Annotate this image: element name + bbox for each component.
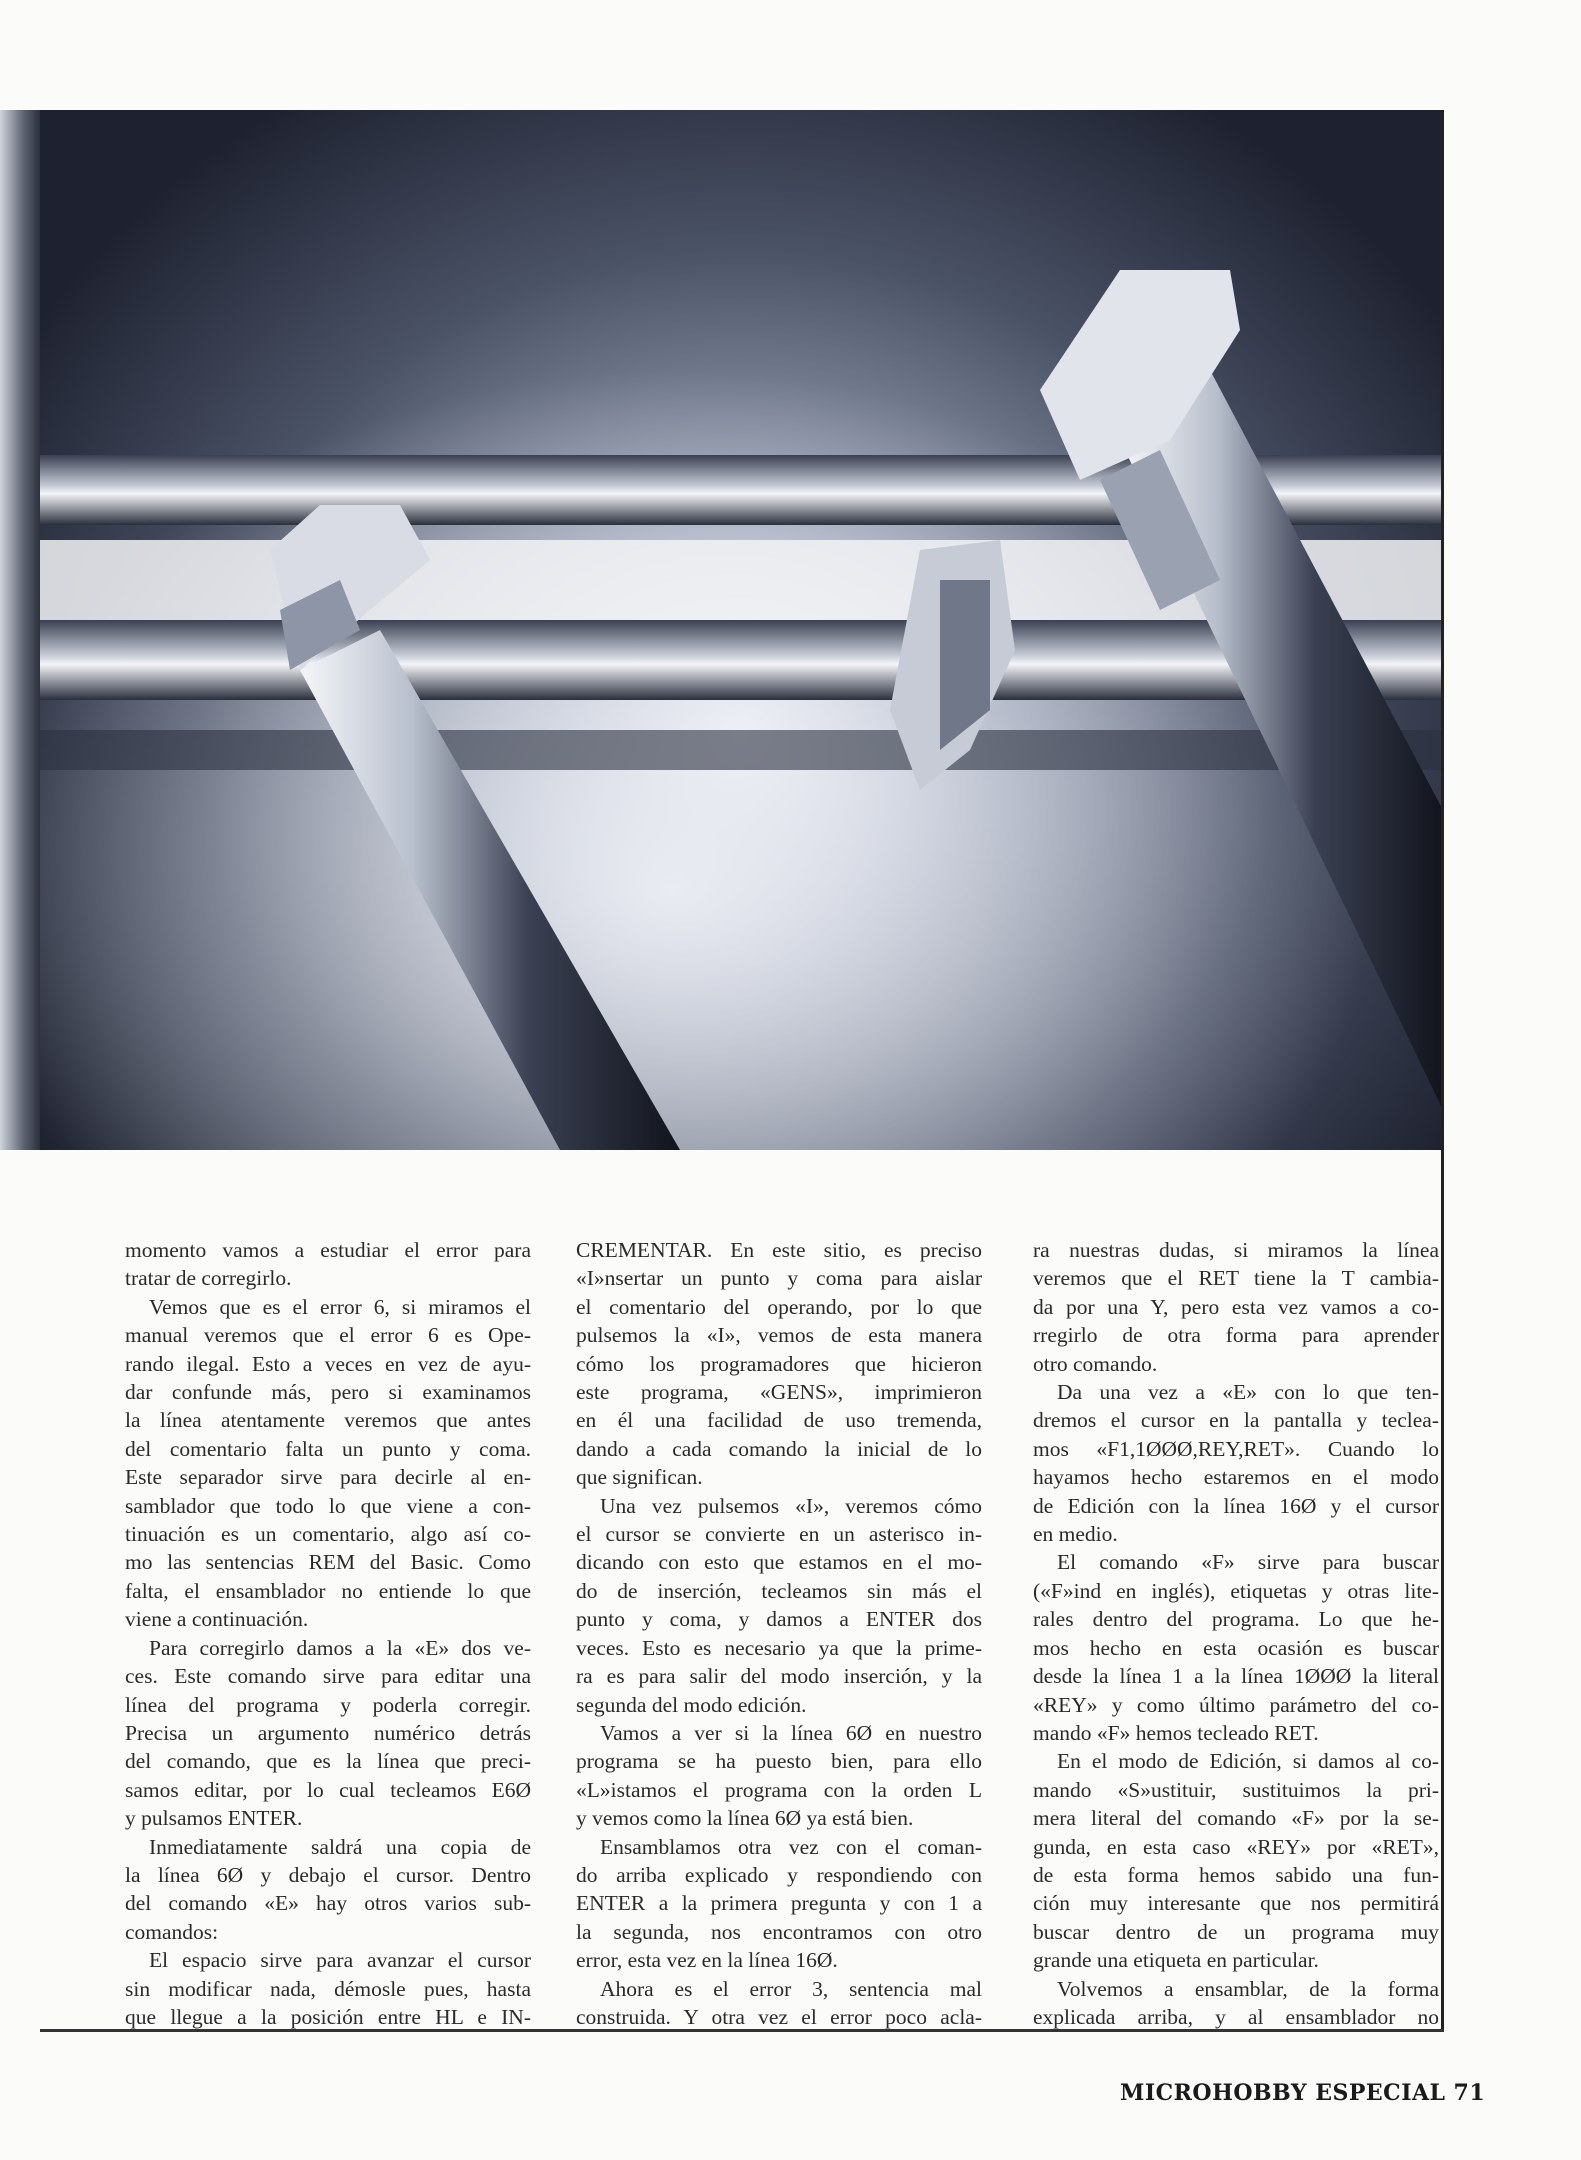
publication-name: MICROHOBBY ESPECIAL: [1120, 2080, 1446, 2106]
text-line: mos hecho en esta ocasión es buscar: [1033, 1635, 1439, 1660]
text-line: Precisa un argumento numérico detrás: [125, 1720, 531, 1745]
text-line: Ensamblamos otra vez con el coman-: [600, 1834, 982, 1859]
paragraph: [125, 1946, 531, 2031]
text-line: da por una Y, pero esta vez vamos a co-: [1033, 1294, 1439, 1319]
paragraph: [576, 1236, 982, 1492]
paragraph: [576, 1975, 982, 2032]
text-line: dicando con esto que estamos en el mo-: [576, 1550, 982, 1575]
text-column-1: [125, 1236, 531, 2031]
text-line: el comentario del operando, por lo que: [576, 1294, 982, 1319]
text-line: ción muy interesante que nos permitirá: [1033, 1891, 1439, 1916]
text-line: gunda, en esta caso «REY» por «RET»,: [1033, 1834, 1439, 1859]
paragraph: [1033, 1747, 1439, 1974]
text-line: ces. Este comando sirve para editar una: [125, 1664, 531, 1689]
page-frame-right: [1441, 110, 1444, 2032]
adjacent-page-edge: [0, 110, 40, 1150]
text-line: Una vez pulsemos «I», veremos cómo: [600, 1493, 982, 1518]
text-line: de esta forma hemos sabido una fun-: [1033, 1862, 1439, 1887]
text-line: El espacio sirve para avanzar el cursor: [149, 1948, 531, 1973]
text-column-3: [1033, 1236, 1439, 2031]
text-line: samblador que todo lo que viene a con-: [125, 1493, 531, 1518]
text-line: («F»ind en inglés), etiquetas y otras lite-: [1033, 1578, 1439, 1603]
paragraph: [1033, 1548, 1439, 1747]
text-line: Da una vez a «E» con lo que ten-: [1057, 1380, 1439, 1405]
text-line: «REY» y como último parámetro del co-: [1033, 1692, 1439, 1717]
text-line: otro comando.: [1033, 1351, 1158, 1376]
text-line: do arriba explicado y respondiendo con: [576, 1862, 982, 1887]
text-line: programa se ha puesto bien, para ello: [576, 1749, 982, 1774]
text-line: de Edición con la línea 16Ø y el cursor: [1033, 1493, 1439, 1518]
text-line: este programa, «GENS», imprimieron: [576, 1380, 982, 1405]
paragraph: [576, 1833, 982, 1975]
text-line: ENTER a la primera pregunta y con 1 a: [576, 1891, 982, 1916]
text-line: grande una etiqueta en particular.: [1033, 1948, 1319, 1973]
text-line: comandos:: [125, 1919, 219, 1944]
text-line: cómo los programadores que hicieron: [576, 1351, 982, 1376]
text-line: viene a continuación.: [125, 1607, 309, 1632]
text-line: pulsemos la «I», vemos de esta manera: [576, 1323, 982, 1348]
text-line: construida. Y otra vez el error poco acla-: [576, 2004, 982, 2029]
text-line: y vemos como la línea 6Ø ya está bien.: [576, 1806, 914, 1831]
text-line: Inmediatamente saldrá una copia de: [149, 1834, 531, 1859]
paragraph: [125, 1833, 531, 1947]
text-line: la segunda, nos encontramos con otro: [576, 1919, 982, 1944]
text-line: do de inserción, tecleamos sin más el: [576, 1578, 982, 1603]
page-footer: [1120, 2080, 1485, 2106]
text-line: samos editar, por lo cual tecleamos E6Ø: [125, 1777, 531, 1802]
text-line: segunda del modo edición.: [576, 1692, 807, 1717]
text-line: tratar de corregirlo.: [125, 1266, 292, 1291]
text-line: momento vamos a estudiar el error para: [125, 1238, 531, 1262]
article-illustration: [40, 110, 1443, 1150]
text-line: del comando «E» hay otros varios sub-: [125, 1891, 531, 1916]
paragraph: [576, 1492, 982, 1719]
text-line: dando a cada comando la inicial de lo: [576, 1436, 982, 1461]
text-line: Este separador sirve para decirle al en-: [125, 1465, 531, 1490]
paragraph: [576, 1719, 982, 1833]
text-line: Volvemos a ensamblar, de la forma: [1057, 1976, 1439, 2001]
text-line: Vemos que es el error 6, si miramos el: [149, 1294, 531, 1319]
text-line: Para corregirlo damos a la «E» dos ve-: [149, 1635, 531, 1660]
text-line: que llegue a la posición entre HL e IN-: [125, 2004, 531, 2029]
text-line: en medio.: [1033, 1522, 1118, 1547]
text-line: veremos que el RET tiene la T cambia-: [1033, 1266, 1439, 1291]
text-line: ra es para salir del modo inserción, y la: [576, 1664, 982, 1689]
text-line: rales dentro del programa. Lo que he-: [1033, 1607, 1439, 1632]
page-number: 71: [1453, 2080, 1486, 2106]
text-line: que significan.: [576, 1465, 703, 1490]
text-line: El comando «F» sirve para buscar: [1057, 1550, 1439, 1575]
text-line: sin modificar nada, démosle pues, hasta: [125, 1976, 531, 2001]
text-line: tinuación es un comentario, algo así co-: [125, 1522, 531, 1547]
text-line: línea del programa y poderla corregir.: [125, 1692, 531, 1717]
metallic-beams-artwork: [40, 110, 1443, 1150]
text-line: hayamos hecho estaremos en el modo: [1033, 1465, 1439, 1490]
text-line: En el modo de Edición, si damos al co-: [1057, 1749, 1439, 1774]
paragraph: [125, 1634, 531, 1833]
text-line: manual veremos que el error 6 es Ope-: [125, 1323, 531, 1348]
text-line: mando «S»ustituir, sustituimos la pri-: [1033, 1777, 1439, 1802]
text-line: «I»nsertar un punto y coma para aislar: [576, 1266, 982, 1291]
text-line: veces. Esto es necesario ya que la prime-: [576, 1635, 982, 1660]
text-line: mo las sentencias REM del Basic. Como: [125, 1550, 531, 1575]
text-line: buscar dentro de un programa muy: [1033, 1919, 1439, 1944]
text-line: en él una facilidad de uso tremenda,: [576, 1408, 982, 1433]
text-line: el cursor se convierte en un asterisco in-: [576, 1522, 982, 1547]
text-line: «L»istamos el programa con la orden L: [576, 1777, 982, 1802]
text-line: mera literal del comando «F» por la se-: [1033, 1806, 1439, 1831]
text-line: y pulsamos ENTER.: [125, 1806, 303, 1831]
text-line: CREMENTAR. En este sitio, es preciso: [576, 1238, 982, 1262]
text-line: falta, el ensamblador no entiende lo que: [125, 1578, 531, 1603]
text-line: Vamos a ver si la línea 6Ø en nuestro: [600, 1720, 982, 1745]
text-line: punto y coma, y damos a ENTER dos: [576, 1607, 982, 1632]
text-line: del comentario falta un punto y coma.: [125, 1436, 531, 1461]
text-line: la línea 6Ø y debajo el cursor. Dentro: [125, 1862, 531, 1887]
text-line: mos «F1,1ØØØ,REY,RET». Cuando lo: [1033, 1436, 1439, 1461]
paragraph: [1033, 1236, 1439, 1378]
text-line: mando «F» hemos tecleado RET.: [1033, 1720, 1319, 1745]
text-line: rregirlo de otra forma para aprender: [1033, 1323, 1439, 1348]
text-line: error, esta vez en la línea 16Ø.: [576, 1948, 838, 1973]
text-column-2: [576, 1236, 982, 2031]
text-line: Ahora es el error 3, sentencia mal: [600, 1976, 982, 2001]
text-line: del comando, que es la línea que preci-: [125, 1749, 531, 1774]
text-line: explicada arriba, y al ensamblador no: [1033, 2004, 1439, 2029]
paragraph: [125, 1236, 531, 1293]
paragraph: [125, 1293, 531, 1634]
text-line: la línea atentamente veremos que antes: [125, 1408, 531, 1433]
paragraph: [1033, 1378, 1439, 1548]
paragraph: [1033, 1975, 1439, 2032]
text-line: dar confunde más, pero si examinamos: [125, 1380, 531, 1405]
text-line: desde la línea 1 a la línea 1ØØØ la literal: [1033, 1664, 1439, 1689]
text-line: ra nuestras dudas, si miramos la línea: [1033, 1238, 1439, 1262]
text-line: dremos el cursor en la pantalla y teclea-: [1033, 1408, 1439, 1433]
text-line: rando ilegal. Esto a veces en vez de ayu-: [125, 1351, 531, 1376]
